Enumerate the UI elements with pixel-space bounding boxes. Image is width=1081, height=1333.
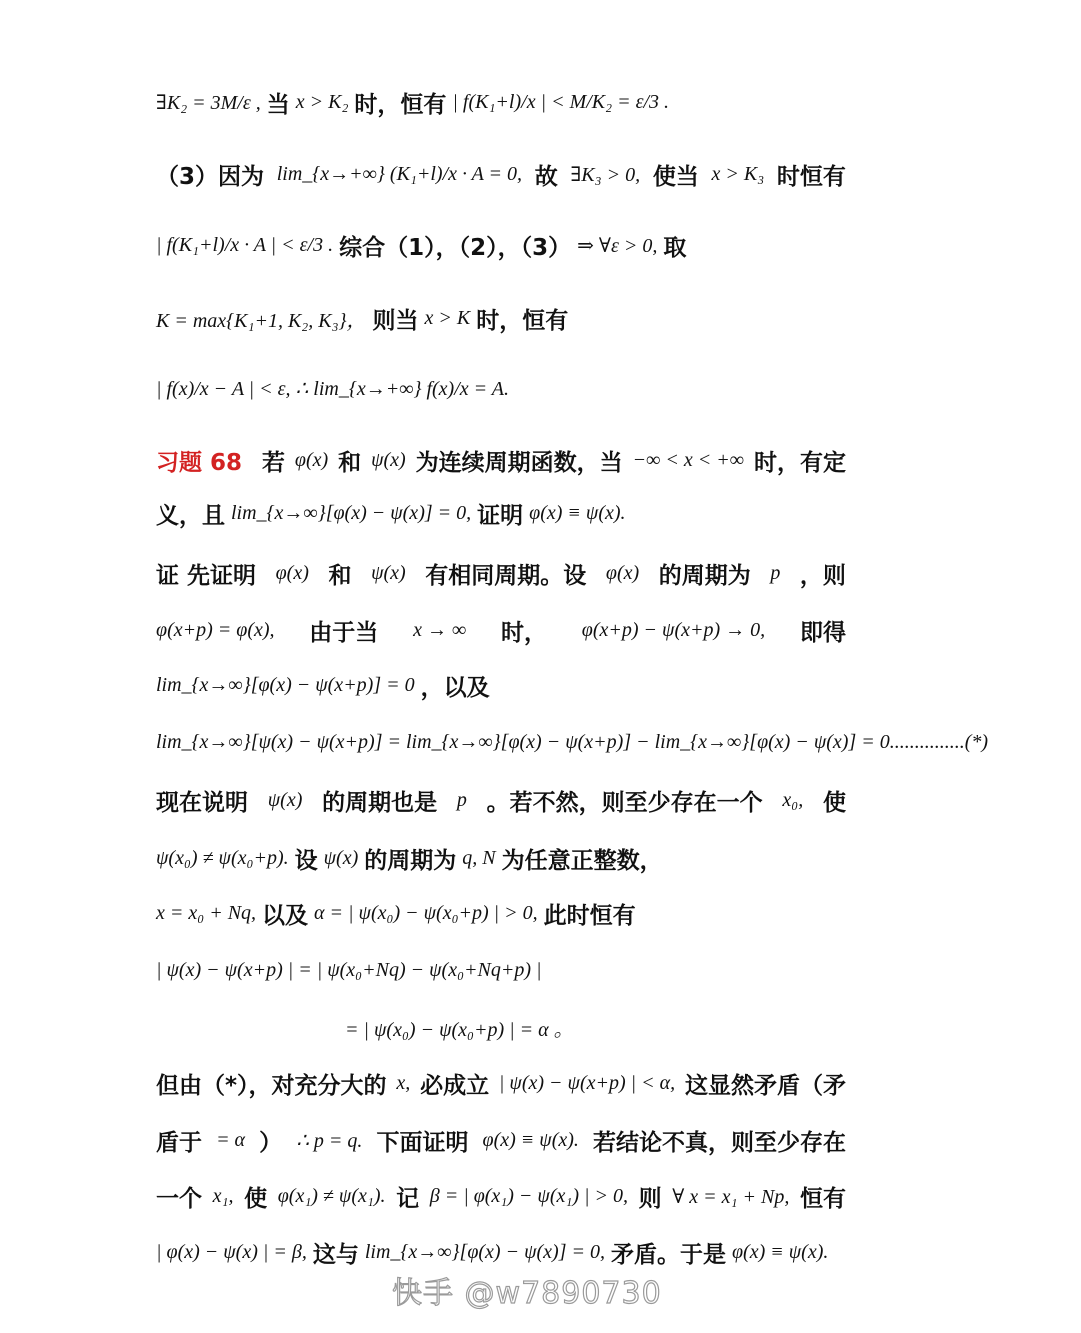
text-segment: 时， — [501, 619, 547, 646]
watermark: 快手 @w7890730 — [392, 1276, 662, 1311]
text-segment: 使 — [822, 789, 846, 816]
math-expression: | ψ(x) − ψ(x+p) | = | ψ(x₀+Nq) − ψ(x₀+Nq+p) | — [156, 958, 542, 981]
line-18 — [156, 1120, 846, 1160]
math-expression: φ(x) ≡ ψ(x). — [529, 501, 626, 524]
math-expression: x → ∞ — [413, 618, 467, 641]
text-segment: 证明 — [477, 502, 524, 529]
line-17 — [156, 1063, 846, 1103]
text-segment: 下面证明 — [376, 1129, 469, 1156]
line-15 — [156, 950, 846, 990]
text-segment: 为连续周期函数，当 — [415, 449, 623, 476]
text-segment: 有相同周期。设 — [425, 562, 587, 589]
text-segment: 。若不然，则至少存在一个 — [486, 789, 763, 816]
text-segment: 盾于 — [156, 1129, 202, 1156]
math-expression: ψ(x) — [371, 448, 406, 471]
math-expression: x = x₀ + Nq, — [156, 901, 257, 924]
math-expression: q, N — [462, 846, 496, 869]
text-segment: 义，且 — [156, 502, 225, 529]
math-expression: | f(K₁+l)/x · A | < ε/3 . — [156, 233, 334, 256]
math-expression: | f(K₁+l)/x | < M/K₂ = ε/3 . — [452, 90, 670, 113]
text-segment: （3）因为 — [156, 163, 265, 190]
line-12 — [156, 780, 846, 820]
math-expression: | ψ(x) − ψ(x+p) | < α, — [498, 1071, 676, 1094]
math-expression: β = | φ(x₁) − ψ(x₁) | > 0, — [429, 1184, 628, 1207]
math-expression: x > K₃ — [711, 162, 765, 185]
text-segment: 使当 — [652, 163, 699, 190]
text-segment: 取 — [663, 234, 687, 261]
math-expression: x₀, — [782, 788, 804, 811]
math-expression: φ(x) — [275, 561, 309, 584]
text-segment: 恒有 — [799, 1185, 846, 1212]
line-8 — [156, 553, 846, 593]
line-13 — [156, 838, 846, 878]
text-segment: 的周期也是 — [322, 789, 438, 816]
math-expression: x > K₂ — [295, 90, 349, 113]
text-segment: 则当 — [372, 307, 419, 334]
math-expression: ⇒ ∀ε > 0, — [577, 234, 658, 257]
line-4 — [156, 298, 846, 338]
math-expression: p — [456, 788, 467, 811]
line-9 — [156, 610, 846, 650]
text-segment: 故 — [534, 163, 558, 190]
math-expression: lim_{x→∞}[φ(x) − ψ(x)] = 0, — [231, 501, 472, 524]
math-expression: φ(x) ≡ ψ(x). — [731, 1240, 829, 1263]
text-segment: 的周期为 — [658, 562, 751, 589]
math-expression: = α — [216, 1128, 246, 1151]
text-segment: 现在说明 — [156, 789, 248, 816]
text-segment: ，以及 — [420, 674, 490, 701]
math-expression: x, — [396, 1071, 411, 1094]
text-segment: 一个 — [156, 1185, 202, 1212]
line-20 — [156, 1232, 846, 1272]
text-segment: 时，恒有 — [476, 307, 569, 334]
text-segment: 则 — [638, 1185, 662, 1212]
text-segment: 这与 — [312, 1241, 359, 1268]
text-segment: 但由（*），对充分大的 — [156, 1072, 387, 1099]
text-segment: 由于当 — [309, 619, 379, 646]
math-expression: φ(x+p) − ψ(x+p) → 0, — [581, 618, 766, 641]
text-segment: 时恒有 — [776, 163, 846, 190]
math-expression: ψ(x₀) ≠ ψ(x₀+p). — [156, 846, 289, 869]
math-expression: ∀ x = x₁ + Np, — [672, 1185, 790, 1208]
math-expression: | φ(x) − ψ(x) | = β, — [156, 1240, 307, 1263]
text-segment: ，则 — [799, 562, 846, 589]
math-expression: lim_{x→∞}[φ(x) − ψ(x)] = 0, — [364, 1240, 605, 1263]
math-expression: ψ(x) — [267, 788, 303, 811]
text-segment: 和 — [328, 562, 352, 589]
math-expression: α = | ψ(x₀) − ψ(x₀+p) | > 0, — [314, 901, 538, 924]
math-expression: lim_{x→∞}[φ(x) − ψ(x+p)] = 0 — [156, 673, 415, 696]
line-2 — [156, 154, 846, 194]
math-expression: φ(x) — [605, 561, 640, 584]
exercise-title: 习题 68 — [156, 449, 243, 476]
text-segment: ） — [259, 1129, 283, 1156]
math-expression: ∃K₃ > 0, — [570, 163, 641, 186]
text-segment: 当 — [266, 91, 290, 118]
text-segment: 和 — [338, 449, 362, 476]
text-segment: 若 — [261, 449, 285, 476]
math-expression: ∴ p = q. — [296, 1129, 363, 1152]
text-segment: 这显然矛盾（矛 — [684, 1072, 846, 1099]
line-7 — [156, 493, 846, 533]
line-14 — [156, 893, 846, 933]
text-segment: 即得 — [799, 619, 846, 646]
text-segment: 证 先证明 — [156, 562, 257, 589]
line-3 — [156, 225, 846, 265]
line-11 — [156, 722, 989, 762]
math-expression: φ(x+p) = φ(x), — [156, 618, 275, 641]
math-expression: x₁, — [212, 1184, 234, 1207]
line-5 — [156, 368, 846, 408]
math-expression: x > K — [424, 306, 471, 329]
text-segment: 的周期为 — [364, 847, 457, 874]
math-expression: ψ(x) — [323, 846, 359, 869]
math-expression: | f(x)/x − A | < ε, ∴ lim_{x→+∞} f(x)/x = A. — [156, 377, 509, 400]
text-segment: 矛盾。于是 — [610, 1241, 726, 1268]
text-segment: 设 — [294, 847, 318, 874]
text-segment: 此时恒有 — [543, 902, 636, 929]
math-expression: ∃K₂ = 3M/ε , — [156, 91, 261, 114]
line-16 — [345, 1007, 845, 1047]
math-expression: K = max{K₁+1, K₂, K₃}， — [156, 309, 367, 332]
text-segment: 为任意正整数， — [501, 847, 663, 874]
math-expression: φ(x) ≡ ψ(x). — [482, 1128, 579, 1151]
math-expression: p — [770, 561, 781, 584]
math-expression: φ(x) — [294, 448, 329, 471]
line-1 — [156, 82, 846, 122]
text-segment: 时，恒有 — [354, 91, 447, 118]
text-segment: 以及 — [262, 902, 309, 929]
text-segment: 若结论不真，则至少存在 — [593, 1129, 846, 1156]
text-segment: 必成立 — [420, 1072, 490, 1099]
text-segment: 综合（1），（2），（3） — [339, 234, 572, 261]
math-expression: −∞ < x < +∞ — [632, 448, 745, 471]
line-10 — [156, 665, 846, 705]
text-segment: 记 — [396, 1185, 420, 1212]
math-expression: lim_{x→+∞} (K₁+l)/x · A = 0, — [276, 162, 523, 185]
text-segment: 时，有定 — [753, 449, 846, 476]
text-segment: 使 — [244, 1185, 268, 1212]
math-expression: φ(x₁) ≠ ψ(x₁). — [277, 1184, 386, 1207]
math-expression: ψ(x) — [371, 561, 406, 584]
line-6 — [156, 440, 846, 480]
math-expression: = | ψ(x₀) − ψ(x₀+p) | = α 。 — [345, 1018, 574, 1041]
math-expression: lim_{x→∞}[ψ(x) − ψ(x+p)] = lim_{x→∞}[φ(x) − ψ(x+p)] − lim_{x→∞}[φ(x) − ψ(x)] = 0...............(*) — [156, 730, 989, 753]
line-19 — [156, 1176, 846, 1216]
